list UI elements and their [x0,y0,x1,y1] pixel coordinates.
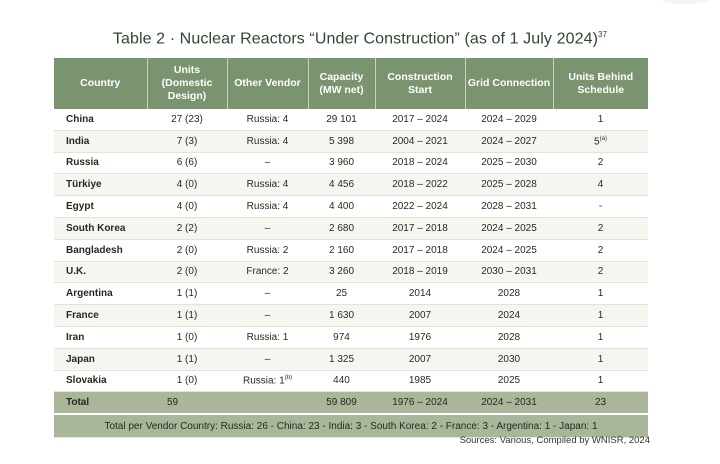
cell-construction-start: 2007 [375,305,465,327]
cell-behind-schedule: 2 [553,152,648,174]
cell-other-vendor: Russia: 4 [227,109,308,130]
cell-construction-start: 2017 – 2018 [375,217,465,239]
cell-other-vendor: Russia: 4 [227,174,308,196]
cell-capacity: 1 630 [308,305,375,327]
cell-units: 2 (0) [147,261,227,283]
table-row [54,130,648,152]
cell-other-vendor: – [227,283,308,305]
cell-behind-schedule: 2 [553,261,648,283]
cell-other-vendor: Russia: 1$^{(b)}$ [227,370,308,392]
cell-capacity: 3 960 [308,152,375,174]
cell-units: 1 (1) [147,305,227,327]
cell-behind-schedule: 1 [553,305,648,327]
cell-grid-connection: 2024 – 2025 [465,217,553,239]
cell-capacity: 4 456 [308,174,375,196]
cell-behind-schedule: - [553,196,648,218]
header-capacity: Capacity (MW net) [308,58,375,109]
cell-grid-connection: 2028 – 2031 [465,196,553,218]
cell-capacity: 440 [308,370,375,392]
cell-behind-schedule: 1 [553,348,648,370]
table-row [54,239,648,261]
cell-capacity: 5 398 [308,130,375,152]
cell-units: 6 (6) [147,152,227,174]
total-units: 59 [147,392,227,414]
cell-units: 2 (2) [147,217,227,239]
cell-country: South Korea [54,217,147,239]
total-vendor [227,392,308,414]
cell-capacity: 29 101 [308,109,375,130]
cell-construction-start: 2017 – 2018 [375,239,465,261]
cell-units: 1 (1) [147,283,227,305]
header-row [54,58,648,109]
header-units: Units (Domestic Design) [147,58,227,109]
cell-construction-start: 2018 – 2022 [375,174,465,196]
title-footnote: 37 [598,30,608,39]
table-row [54,370,648,392]
cell-construction-start: 2017 – 2024 [375,109,465,130]
cell-units: 27 (23) [147,109,227,130]
cell-units: 1 (0) [147,370,227,392]
cell-other-vendor: – [227,348,308,370]
cell-country: China [54,109,147,130]
cell-behind-schedule: 4 [553,174,648,196]
cell-capacity: 3 260 [308,261,375,283]
total-behind-schedule: 23 [553,392,648,414]
cell-capacity: 2 680 [308,217,375,239]
total-capacity: 59 809 [308,392,375,414]
cell-country: Japan [54,348,147,370]
cell-country: Slovakia [54,370,147,392]
header-country: Country [54,58,147,109]
table-row [54,326,648,348]
header-behind-schedule: Units Behind Schedule [553,58,648,109]
cell-units: 7 (3) [147,130,227,152]
cell-grid-connection: 2024 – 2029 [465,109,553,130]
table-row [54,109,648,130]
cell-other-vendor: – [227,152,308,174]
cell-other-vendor: – [227,305,308,327]
cell-grid-connection: 2024 – 2025 [465,239,553,261]
cell-behind-schedule: 2 [553,217,648,239]
table-row [54,174,648,196]
total-grid-connection: 2024 – 2031 [465,392,553,414]
cell-construction-start: 2004 – 2021 [375,130,465,152]
cell-behind-schedule: 1 [553,326,648,348]
cell-country: India [54,130,147,152]
cell-behind-schedule: 1 [553,370,648,392]
cell-other-vendor: France: 2 [227,261,308,283]
cell-other-vendor: Russia: 2 [227,239,308,261]
total-row [54,392,648,414]
cell-construction-start: 1976 [375,326,465,348]
cell-units: 2 (0) [147,239,227,261]
cell-country: U.K. [54,261,147,283]
table-row [54,283,648,305]
cell-grid-connection: 2025 – 2030 [465,152,553,174]
footnote-marker: (b) [284,375,293,382]
cell-units: 4 (0) [147,174,227,196]
cell-other-vendor: – [227,217,308,239]
cell-grid-connection: 2025 – 2028 [465,174,553,196]
source-note: Sources: Various, Compiled by WNISR, 2024 [459,435,650,446]
cell-capacity: 1 325 [308,348,375,370]
cell-behind-schedule: 5$^{(a)}$ [553,130,648,152]
vendor-summary: Total per Vendor Country: Russia: 26 - China: 23 - India: 3 - South Korea: 2 - France: 3 - Argentina: 1 - Japan: 1 [54,414,648,438]
header-other-vendor: Other Vendor [227,58,308,109]
cell-behind-schedule: 1 [553,283,648,305]
cell-construction-start: 2018 – 2019 [375,261,465,283]
table-row [54,305,648,327]
cell-grid-connection: 2024 [465,305,553,327]
cell-grid-connection: 2028 [465,326,553,348]
cell-capacity: 4 400 [308,196,375,218]
cell-capacity: 25 [308,283,375,305]
header-grid-connection: Grid Connection [465,58,553,109]
cell-grid-connection: 2028 [465,283,553,305]
cell-grid-connection: 2030 – 2031 [465,261,553,283]
cell-behind-schedule: 1 [553,109,648,130]
cell-grid-connection: 2024 – 2027 [465,130,553,152]
cell-country: France [54,305,147,327]
cell-country: Iran [54,326,147,348]
cell-construction-start: 2022 – 2024 [375,196,465,218]
cell-construction-start: 1985 [375,370,465,392]
header-construction-start: Construction Start [375,58,465,109]
cell-country: Argentina [54,283,147,305]
cell-construction-start: 2014 [375,283,465,305]
cell-grid-connection: 2030 [465,348,553,370]
table-row [54,196,648,218]
cell-country: Türkiye [54,174,147,196]
cell-capacity: 974 [308,326,375,348]
cell-capacity: 2 160 [308,239,375,261]
table-row [54,152,648,174]
cell-other-vendor: Russia: 4 [227,130,308,152]
cell-country: Russia [54,152,147,174]
cell-construction-start: 2007 [375,348,465,370]
cell-other-vendor: Russia: 1 [227,326,308,348]
cell-behind-schedule: 2 [553,239,648,261]
total-country: Total [54,392,147,414]
cell-other-vendor: Russia: 4 [227,196,308,218]
cell-construction-start: 2018 – 2024 [375,152,465,174]
table-row [54,348,648,370]
table-title: Table 2 · Nuclear Reactors “Under Construction” (as of 1 July 2024)$^{37}$ [112,30,608,48]
table-row [54,217,648,239]
corner-decoration [640,0,720,4]
cell-country: Egypt [54,196,147,218]
cell-units: 1 (0) [147,326,227,348]
cell-units: 4 (0) [147,196,227,218]
footnote-marker: (a) [599,135,607,142]
table-row [54,261,648,283]
reactors-table [54,58,648,438]
cell-country: Bangladesh [54,239,147,261]
total-construction-start: 1976 – 2024 [375,392,465,414]
cell-grid-connection: 2025 [465,370,553,392]
cell-units: 1 (1) [147,348,227,370]
